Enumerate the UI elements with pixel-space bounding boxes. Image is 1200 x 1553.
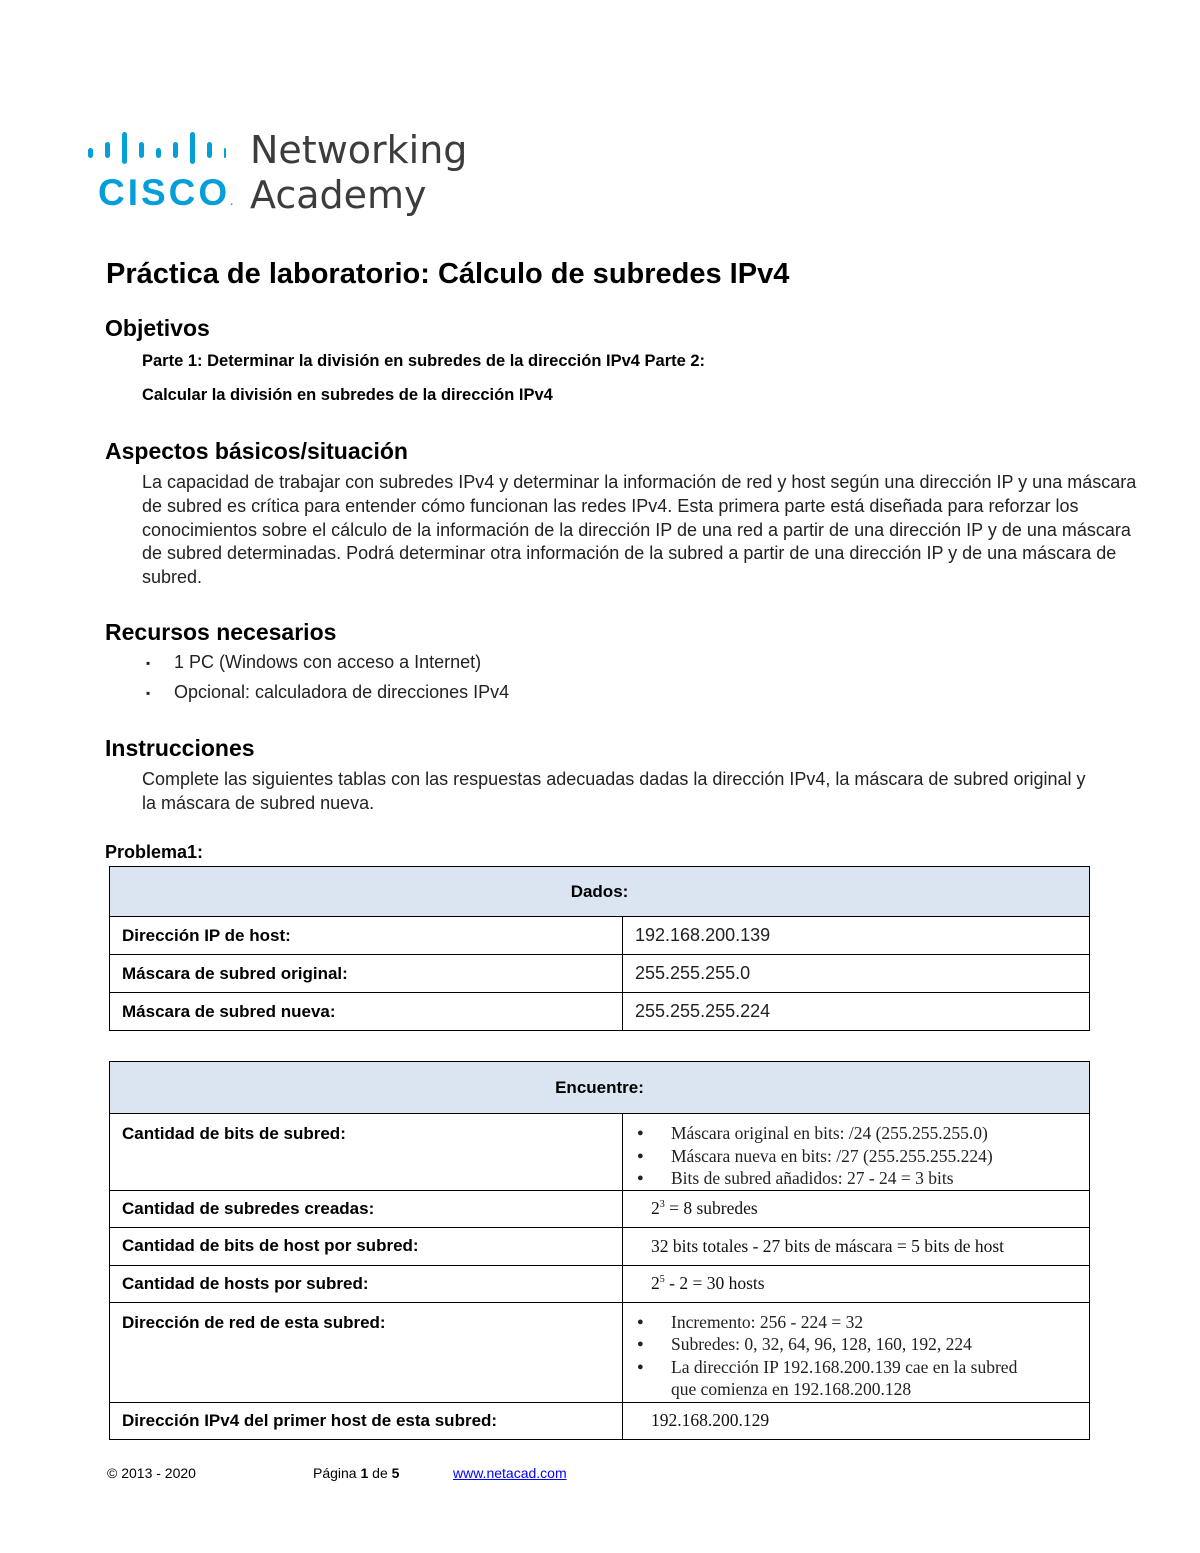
table-row xyxy=(110,1114,1090,1191)
new-mask-label: Máscara de subred nueva: xyxy=(110,993,623,1031)
list-item: ● La dirección IP 192.168.200.139 cae en la subred que comienza en 192.168.200.128 xyxy=(635,1356,1077,1401)
resource-item: ▪ 1 PC (Windows con acceso a Internet) xyxy=(146,652,482,672)
hosts-per-subnet-label: Cantidad de hosts por subred: xyxy=(110,1265,623,1302)
first-host-label: Dirección IPv4 del primer host de esta subred: xyxy=(110,1402,623,1439)
cisco-wordmark: CISCO. xyxy=(98,172,233,213)
original-mask-label: Máscara de subred original: xyxy=(110,955,623,993)
problem-label: Problema1: xyxy=(105,842,204,862)
cisco-networking-academy-logo xyxy=(86,128,486,218)
objectives-heading: Objetivos xyxy=(105,315,210,341)
find-table xyxy=(109,1061,1090,1440)
new-mask-value: 255.255.255.224 xyxy=(623,993,1090,1031)
cisco-bars-icon xyxy=(86,132,226,164)
resources-heading: Recursos necesarios xyxy=(105,619,337,645)
list-item: ● Máscara nueva en bits: /27 (255.255.255.224) xyxy=(635,1145,1077,1168)
list-item: ● Incremento: 256 - 224 = 32 xyxy=(635,1311,1077,1334)
list-item: ● Subredes: 0, 32, 64, 96, 128, 160, 192, 224 xyxy=(635,1333,1077,1356)
table-row xyxy=(110,1302,1090,1402)
objective-line-1: Parte 1: Determinar la división en subredes de la dirección IPv4 Parte 2: xyxy=(142,352,706,370)
list-item: ● Máscara original en bits: /24 (255.255.255.0) xyxy=(635,1122,1077,1145)
original-mask-value: 255.255.255.0 xyxy=(623,955,1090,993)
table-row xyxy=(110,1190,1090,1227)
background-text: La capacidad de trabajar con subredes IPv4 y determinar la información de red y host según una dirección IP y una máscara de subred es crítica para entender cómo funcionan las redes IPv4. Esta primera parte está diseñada para reforzar los conocimientos sobre el cálculo de la información de la dirección IP de una red a partir de una dirección IP y de una máscara de subred determinadas. Podrá determinar otra información de la subred a partir de una dirección IP y de una máscara de subred. xyxy=(142,472,1137,588)
host-ip-value: 192.168.200.139 xyxy=(623,917,1090,955)
network-address-list xyxy=(635,1311,1077,1401)
footer-link[interactable]: www.netacad.com xyxy=(453,1465,567,1481)
table-row xyxy=(110,1227,1090,1265)
table-row xyxy=(110,1402,1090,1439)
subnet-bits-value xyxy=(623,1114,1090,1191)
network-address-value xyxy=(623,1302,1090,1402)
logo-line-academy: Academy xyxy=(250,173,427,217)
hosts-per-subnet-value: $2^5 - 2 = 30$ hosts xyxy=(623,1265,1090,1302)
instructions-heading: Instrucciones xyxy=(105,735,255,761)
table-row xyxy=(110,1265,1090,1302)
page-title: Práctica de laboratorio: Cálculo de subredes IPv4 xyxy=(106,258,790,290)
find-header: Encuentre: xyxy=(110,1062,1090,1114)
subnet-bits-label: Cantidad de bits de subred: xyxy=(110,1114,623,1191)
table-header-row xyxy=(110,1062,1090,1114)
background-heading: Aspectos básicos/situación xyxy=(105,438,408,464)
logo-title xyxy=(250,128,467,218)
host-ip-label: Dirección IP de host: xyxy=(110,917,623,955)
network-address-label: Dirección de red de esta subred: xyxy=(110,1302,623,1402)
copyright-icon: © xyxy=(107,1465,118,1481)
logo-line-networking: Networking xyxy=(250,128,468,172)
list-item: ● Bits de subred añadidos: 27 - 24 = 3 bits xyxy=(635,1167,1077,1190)
given-table xyxy=(109,866,1090,1031)
host-bits-label: Cantidad de bits de host por subred: xyxy=(110,1227,623,1265)
instructions-text: Complete las siguientes tablas con las respuestas adecuadas dadas la dirección IPv4, la máscara de subred original y la máscara de subred nueva. xyxy=(142,769,1086,813)
objective-line-2: Calcular la división en subredes de la dirección IPv4 xyxy=(142,386,553,404)
table-row xyxy=(110,917,1090,955)
footer-copyright: © 2013 - 2020 xyxy=(107,1465,196,1481)
subnet-bits-list xyxy=(635,1122,1077,1190)
table-row xyxy=(110,955,1090,993)
subnets-created-label: Cantidad de subredes creadas: xyxy=(110,1190,623,1227)
subnets-created-value: $2^3 = 8$ subredes xyxy=(623,1190,1090,1227)
table-header-row xyxy=(110,867,1090,917)
host-bits-value: 32 bits totales - 27 bits de máscara = 5 bits de host xyxy=(623,1227,1090,1265)
resource-item: ▪ Opcional: calculadora de direcciones IPv4 xyxy=(146,682,510,702)
footer-page-number: Página 1 de 5 xyxy=(313,1465,400,1481)
table-row xyxy=(110,993,1090,1031)
given-header: Dados: xyxy=(110,867,1090,917)
first-host-value: 192.168.200.129 xyxy=(623,1402,1090,1439)
